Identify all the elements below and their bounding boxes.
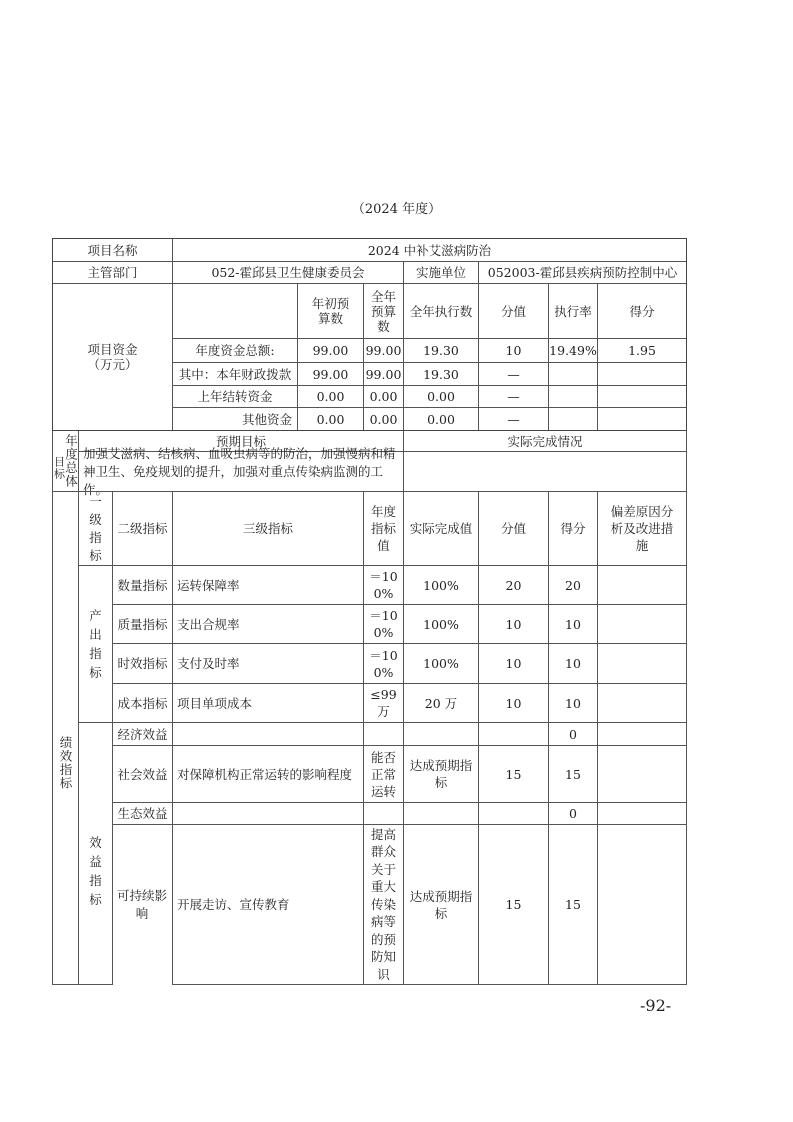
ind-row-actual: 100% <box>403 643 479 684</box>
funds-row-score-value: — <box>478 407 549 431</box>
ind-header-level3: 三级指标 <box>172 491 364 566</box>
ind-row-actual: 达成预期指标 <box>403 745 479 803</box>
ind-row-score: 10 <box>548 683 598 723</box>
ind-row-score-value: 20 <box>478 565 549 605</box>
ind-row-deviation <box>597 802 687 825</box>
ind-header-deviation: 偏差原因分析及改进措施 <box>597 491 687 566</box>
ind-row-actual: 100% <box>403 565 479 605</box>
ind-row-deviation <box>597 683 687 723</box>
funds-row-rate: 19.49% <box>548 338 598 363</box>
funds-row-score-value: — <box>478 385 549 408</box>
ind-header-level1: 一级指标 <box>78 491 113 566</box>
funds-row-label: 上年结转资金 <box>172 385 298 408</box>
funds-row-initial: 0.00 <box>297 385 364 408</box>
ind-row-level3: 项目单项成本 <box>172 683 364 723</box>
ind-row-score: 10 <box>548 604 598 644</box>
ind-row-score: 0 <box>548 802 598 825</box>
ind-row-deviation <box>597 643 687 684</box>
ind-header-level2: 二级指标 <box>112 491 173 566</box>
funds-header-blank <box>172 283 298 339</box>
indicators-section-label-text: 绩效指标 <box>58 736 73 790</box>
funds-row-label: 年度资金总额: <box>172 338 298 363</box>
ind-row-deviation <box>597 722 687 746</box>
ind-row-level2: 数量指标 <box>112 565 173 605</box>
ind-row-actual: 达成预期指标 <box>403 824 479 985</box>
ind-row-score: 0 <box>548 722 598 746</box>
funds-header-annual: 全年预算数 <box>363 283 404 339</box>
funds-row-annual: 99.00 <box>363 338 404 363</box>
ind-header-actual: 实际完成值 <box>403 491 479 566</box>
ind-header-score-value: 分值 <box>478 491 549 566</box>
goals-side-label-b: 年度总体 <box>63 434 79 488</box>
year-label: （2024 年度） <box>351 202 442 217</box>
project-name-value: 2024 中补艾滋病防治 <box>172 238 687 262</box>
funds-row-initial: 99.00 <box>297 338 364 363</box>
funds-section-label: 项目资金（万元） <box>52 283 173 431</box>
ind-row-score: 10 <box>548 643 598 684</box>
ind-group-level1: 效益指标 <box>78 722 113 985</box>
dept-label: 主管部门 <box>52 261 173 284</box>
goals-side-label <box>52 430 79 492</box>
indicators-section-label <box>52 491 79 985</box>
goals-side-label-a: 目标 <box>52 456 66 480</box>
funds-row-score <box>597 362 687 386</box>
goals-actual-text <box>403 451 687 492</box>
ind-row-deviation <box>597 604 687 644</box>
ind-row-level2: 质量指标 <box>112 604 173 644</box>
impl-value: 052003-霍邱县疾病预防控制中心 <box>478 261 687 284</box>
ind-row-score: 15 <box>548 745 598 803</box>
ind-row-score-value: 10 <box>478 604 549 644</box>
funds-row-annual: 0.00 <box>363 385 404 408</box>
ind-group-level1: 产出指标 <box>78 565 113 723</box>
ind-row-target: 能否正常运转 <box>363 745 404 803</box>
ind-row-level3 <box>172 802 364 825</box>
ind-row-target: ＝100% <box>363 643 404 684</box>
ind-row-level3 <box>172 722 364 746</box>
funds-row-executed: 19.30 <box>403 362 479 386</box>
ind-row-level3: 支出合规率 <box>172 604 364 644</box>
impl-label: 实施单位 <box>403 261 479 284</box>
funds-header-executed: 全年执行数 <box>403 283 479 339</box>
dept-value: 052-霍邱县卫生健康委员会 <box>172 261 404 284</box>
funds-row-label: 其他资金 <box>172 407 298 431</box>
ind-row-score-value <box>478 722 549 746</box>
ind-row-level2: 社会效益 <box>112 745 173 803</box>
funds-row-score-value: — <box>478 362 549 386</box>
ind-row-score: 15 <box>548 824 598 985</box>
ind-row-score-value <box>478 802 549 825</box>
ind-row-deviation <box>597 824 687 985</box>
funds-row-executed: 19.30 <box>403 338 479 363</box>
funds-row-score: 1.95 <box>597 338 687 363</box>
ind-row-level3: 开展走访、宣传教育 <box>172 824 364 985</box>
ind-row-level2: 时效指标 <box>112 643 173 684</box>
funds-header-initial: 年初预算数 <box>297 283 364 339</box>
funds-row-initial: 0.00 <box>297 407 364 431</box>
ind-row-level2: 经济效益 <box>112 722 173 746</box>
funds-row-rate <box>548 385 598 408</box>
funds-row-annual: 0.00 <box>363 407 404 431</box>
page-number: -92- <box>640 996 672 1015</box>
ind-row-level3: 对保障机构正常运转的影响程度 <box>172 745 364 803</box>
funds-row-executed: 0.00 <box>403 385 479 408</box>
ind-row-deviation <box>597 745 687 803</box>
ind-row-level2: 可持续影响 <box>112 824 173 985</box>
ind-row-score-value: 10 <box>478 643 549 684</box>
ind-row-score-value: 15 <box>478 824 549 985</box>
funds-row-annual: 99.00 <box>363 362 404 386</box>
ind-row-actual: 20 万 <box>403 683 479 723</box>
funds-row-score <box>597 407 687 431</box>
ind-row-score-value: 15 <box>478 745 549 803</box>
funds-row-score-value: 10 <box>478 338 549 363</box>
ind-row-actual: 100% <box>403 604 479 644</box>
ind-row-actual <box>403 802 479 825</box>
funds-row-label: 其中：本年财政拨款 <box>172 362 298 386</box>
ind-row-target <box>363 722 404 746</box>
funds-header-score-value: 分值 <box>478 283 549 339</box>
ind-row-target: 提高群众关于重大传染病等的预防知识 <box>363 824 404 985</box>
ind-row-level2: 生态效益 <box>112 802 173 825</box>
funds-row-executed: 0.00 <box>403 407 479 431</box>
ind-row-level2: 成本指标 <box>112 683 173 723</box>
ind-header-score: 得分 <box>548 491 598 566</box>
ind-row-actual <box>403 722 479 746</box>
ind-row-level3: 运转保障率 <box>172 565 364 605</box>
ind-row-score-value: 10 <box>478 683 549 723</box>
ind-row-target: ≤99万 <box>363 683 404 723</box>
goals-expected-text: 加强艾滋病、结核病、血吸虫病等的防治，加强慢病和精神卫生、免疫规划的提升，加强对重点传染病监测的工作。 <box>78 451 404 492</box>
funds-header-rate: 执行率 <box>548 283 598 339</box>
funds-row-initial: 99.00 <box>297 362 364 386</box>
ind-row-score: 20 <box>548 565 598 605</box>
ind-row-target: ＝100% <box>363 604 404 644</box>
ind-row-target <box>363 802 404 825</box>
ind-row-level3: 支付及时率 <box>172 643 364 684</box>
funds-row-rate <box>548 407 598 431</box>
funds-row-rate <box>548 362 598 386</box>
goals-expected-header: 预期目标 <box>78 430 404 452</box>
ind-row-target: ＝100% <box>363 565 404 605</box>
project-name-label: 项目名称 <box>52 238 173 262</box>
goals-actual-header: 实际完成情况 <box>403 430 687 452</box>
funds-header-score: 得分 <box>597 283 687 339</box>
funds-row-score <box>597 385 687 408</box>
ind-header-target: 年度指标值 <box>363 491 404 566</box>
ind-row-deviation <box>597 565 687 605</box>
